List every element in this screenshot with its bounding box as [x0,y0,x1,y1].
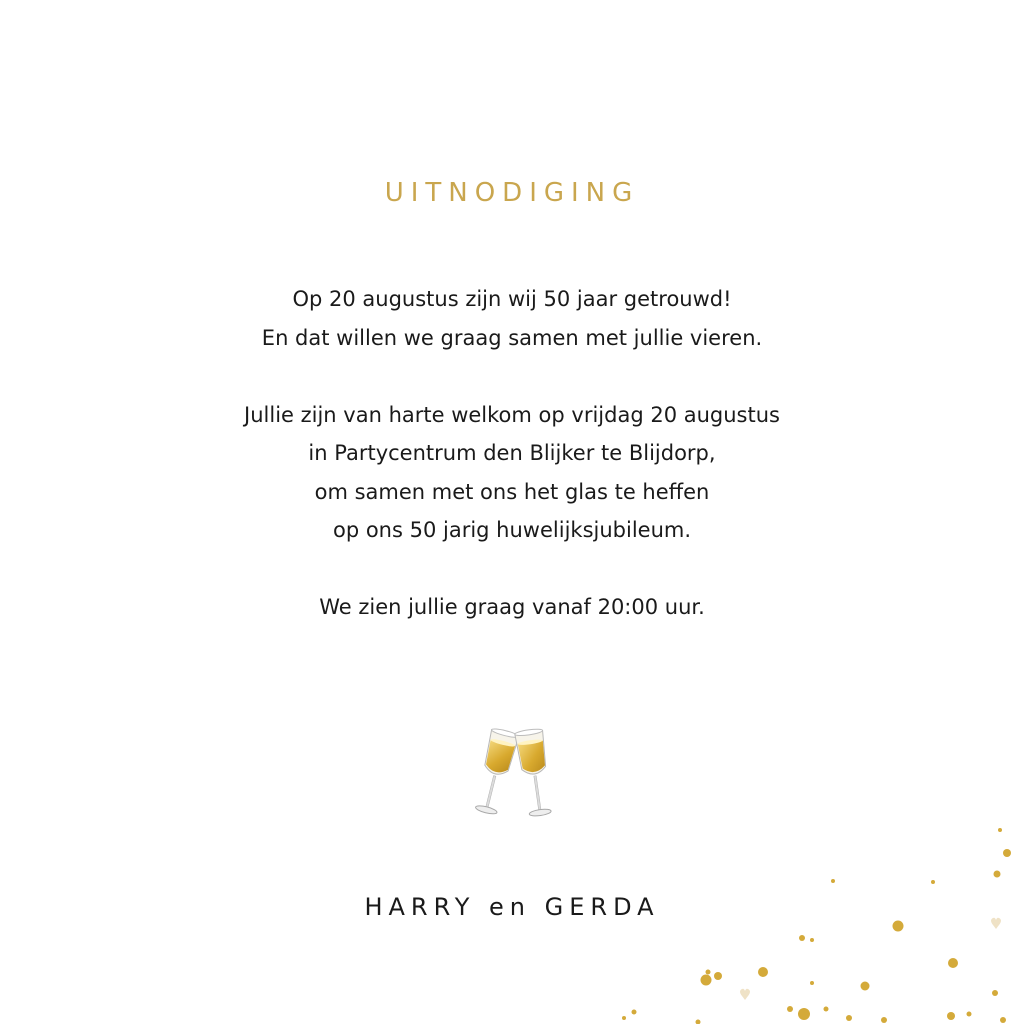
body-line: om samen met ons het glas te heffen [314,479,710,504]
couple-signature: HARRY en GERDA [364,893,660,921]
body-line: We zien jullie graag vanaf 20:00 uur. [319,595,705,619]
body-line-blank [0,550,1024,589]
body-line: Op 20 augustus zijn wij 50 jaar getrouwd! [292,287,732,311]
body-line: op ons 50 jarig huwelijksjubileum. [332,518,692,542]
invitation-body [0,280,1024,627]
body-line-blank [0,357,1024,396]
champagne-glasses-icon [466,720,564,832]
body-line: Jullie zijn van harte welkom op vrijdag 20 augustus [244,402,780,427]
body-line: En dat willen we graag samen met jullie vieren. [261,325,763,350]
invitation-heading: UITNODIGING [384,178,640,208]
body-line: in Partycentrum den Blijker te Blijdorp, [308,441,716,465]
